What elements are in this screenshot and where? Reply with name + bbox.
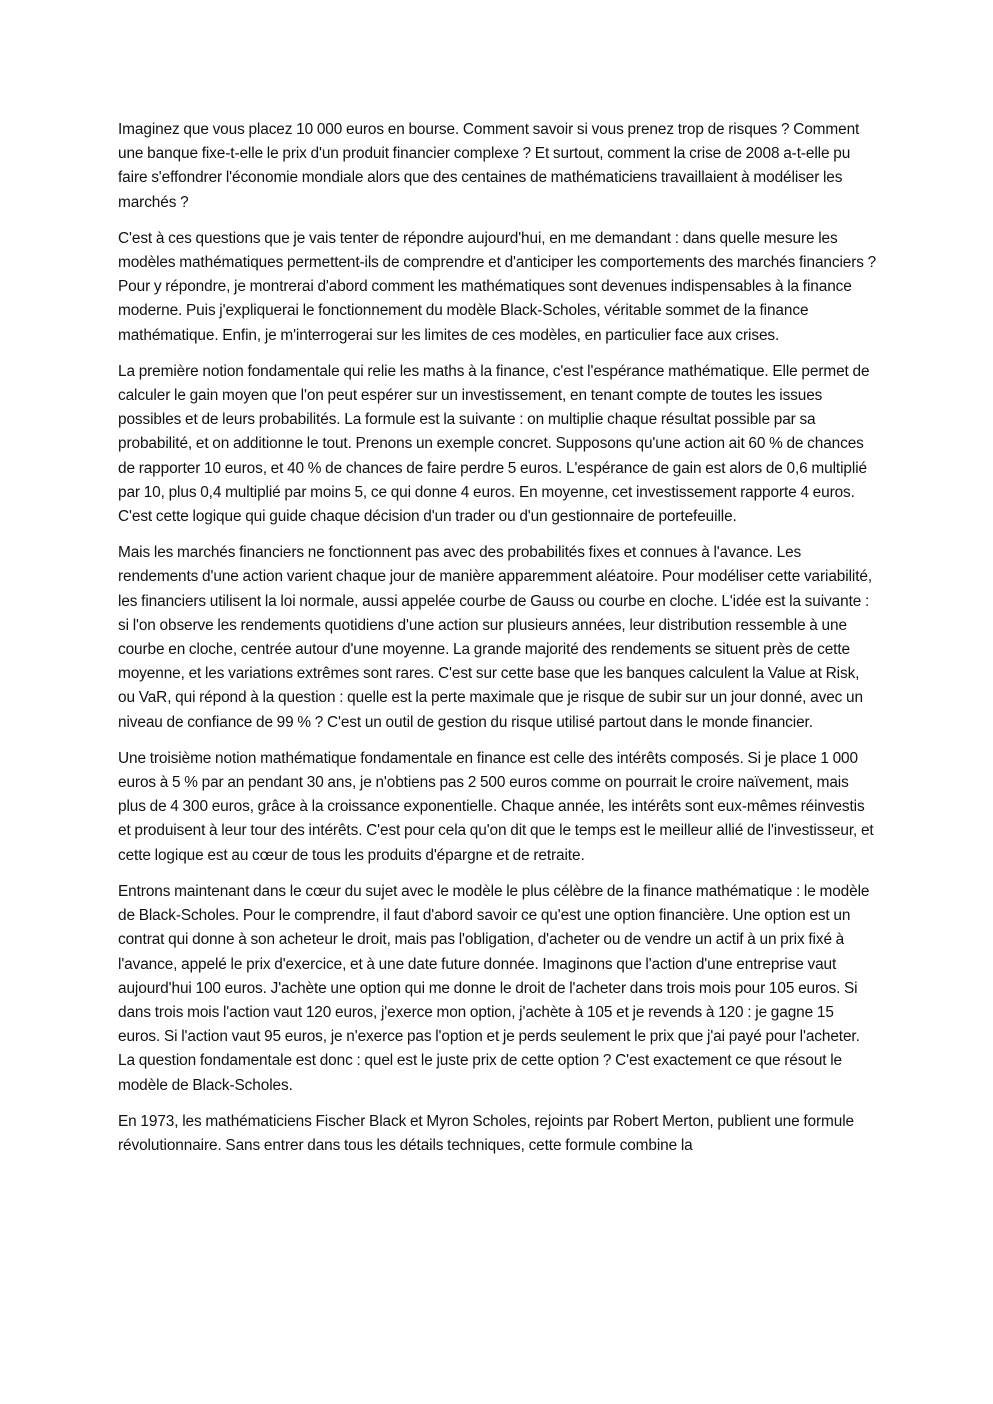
document-body [118, 118, 878, 1170]
paragraph-black-scholes: Entrons maintenant dans le cœur du sujet avec le modèle le plus célèbre de la finance mathématique : le modèle de Black-Scholes. Pour le comprendre, il faut d'abord savoir ce qu'est une option financière. Une option est un contrat qui donne à son acheteur le droit, mais pas l'obligation, d'acheter ou de vendre un actif à un prix fixé à l'avance, appelé le prix d'exercice, et à une date future donnée. Imaginons que l'action d'une entreprise vaut aujourd'hui 100 euros. J'achète une option qui me donne le droit de l'acheter dans trois mois pour 105 euros. Si dans trois mois l'action vaut 120 euros, j'exerce mon option, j'achète à 105 et je revends à 120 : je gagne 15 euros. Si l'action vaut 95 euros, je n'exerce pas l'option et je perds seulement le prix que j'ai payé pour l'acheter. La question fondamentale est donc : quel est le juste prix de cette option ? C'est exactement ce que résout le modèle de Black-Scholes. [118, 882, 870, 1094]
paragraph-esperance: La première notion fondamentale qui relie les maths à la finance, c'est l'espérance mathématique. Elle permet de calculer le gain moyen que l'on peut espérer sur un investissement, en tenant compte de toutes les issues possibles et de leurs probabilités. La formule est la suivante : on multiplie chaque résultat possible par sa probabilité, et on additionne le tout. Prenons un exemple concret. Supposons qu'une action ait 60 % de chances de rapporter 10 euros, et 40 % de chances de faire perdre 5 euros. L'espérance de gain est alors de 0,6 multiplié par 10, plus 0,4 multiplié par moins 5, ce qui donne 4 euros. En moyenne, cet investissement rapporte 4 euros. C'est cette logique qui guide chaque décision d'un trader ou d'un gestionnaire de portefeuille. [118, 362, 870, 526]
paragraph-problematique: C'est à ces questions que je vais tenter de répondre aujourd'hui, en me demandant : dans quelle mesure les modèles mathématiques permettent-ils de comprendre et d'anticiper les comportements des marchés financiers ? Pour y répondre, je montrerai d'abord comment les mathématiques sont devenues indispensables à la finance moderne. Puis j'expliquerai le fonctionnement du modèle Black-Scholes, véritable sommet de la finance mathématique. Enfin, je m'interrogerai sur les limites de ces modèles, en particulier face aux crises. [118, 229, 877, 344]
paragraph-loi-normale: Mais les marchés financiers ne fonctionnent pas avec des probabilités fixes et connues à l'avance. Les rendements d'une action varient chaque jour de manière apparemment aléatoire. Pour modéliser cette variabilité, les financiers utilisent la loi normale, aussi appelée courbe de Gauss ou courbe en cloche. L'idée est la suivante : si l'on observe les rendements quotidiens d'une action sur plusieurs années, leur distribution ressemble à une courbe en cloche, centrée autour d'une moyenne. La grande majorité des rendements se situent près de cette moyenne, et les variations extrêmes sont rares. C'est sur cette base que les banques calculent la Value at Risk, ou VaR, qui répond à la question : quelle est la perte maximale que je risque de subir sur un jour donné, avec un niveau de confiance de 99 % ? C'est un outil de gestion du risque utilisé partout dans le monde financier. [118, 544, 873, 731]
paragraph-formule-1973: En 1973, les mathématiciens Fischer Black et Myron Scholes, rejoints par Robert Merton, publient une formule révolutionnaire. Sans entrer dans tous les détails techniques, cette formule combine la [118, 1112, 854, 1154]
paragraph-interets-composes: Une troisième notion mathématique fondamentale en finance est celle des intérêts composés. Si je place 1 000 euros à 5 % par an pendant 30 ans, je n'obtiens pas 2 500 euros comme on pourrait le croire naïvement, mais plus de 4 300 euros, grâce à la croissance exponentielle. Chaque année, les intérêts sont eux-mêmes réinvestis et produisent à leur tour des intérêts. C'est pour cela qu'on dit que le temps est le meilleur allié de l'investisseur, et cette logique est au cœur de tous les produits d'épargne et de retraite. [118, 749, 874, 864]
paragraph-intro: Imaginez que vous placez 10 000 euros en bourse. Comment savoir si vous prenez trop de risques ? Comment une banque fixe-t-elle le prix d'un produit financier complexe ? Et surtout, comment la crise de 2008 a-t-elle pu faire s'effondrer l'économie mondiale alors que des centaines de mathématiciens travaillaient à modéliser les marchés ? [118, 121, 860, 211]
